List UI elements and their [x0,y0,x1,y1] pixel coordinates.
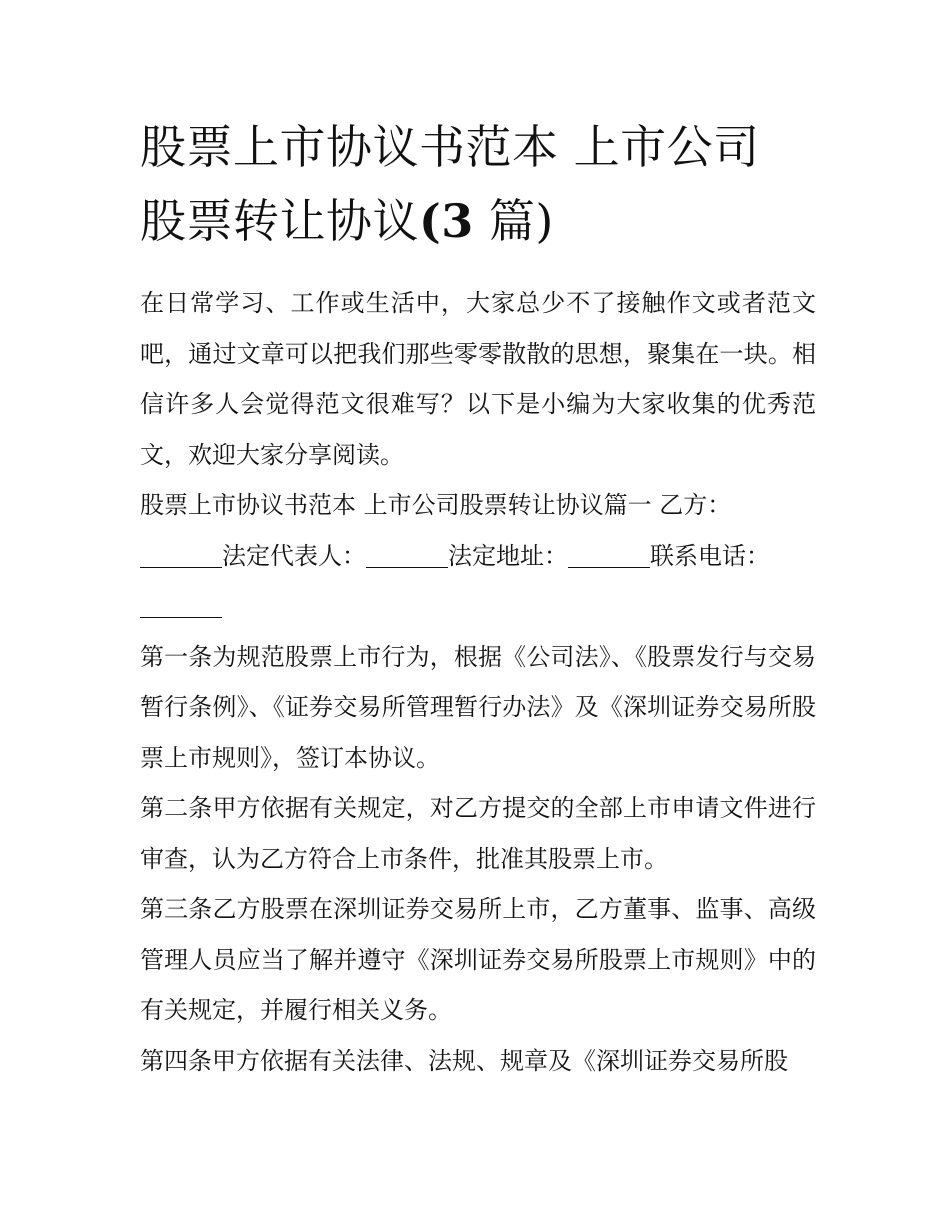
legal-rep-label: 法定代表人： [222,541,366,570]
title-line-2: 股票转让协议 [140,194,419,248]
intro-paragraph: 在日常学习、工作或生活中，大家总少不了接触作文或者范文吧，通过文章可以把我们那些零零散散的思想，聚集在一块。相信许多人会觉得范文很难写？以下是小编为大家收集的优秀范文，欢迎大家分享阅读。 [140,289,816,469]
phone-blank [140,589,222,618]
article-1: 第一条为规范股票上市行为，根据《公司法》、《股票发行与交易暂行条例》、《证券交易所管理暂行办法》及《深圳证券交易所股票上市规则》，签订本协议。 [140,642,816,772]
section-heading: 股票上市协议书范本 上市公司股票转让协议篇一 乙方： [140,491,732,519]
address-blank [568,539,650,568]
party-name-blank [140,539,222,568]
document-body [140,278,816,1086]
title-line-1: 股票上市协议书范本 上市公司 [140,120,760,174]
phone-blank-line [140,581,816,632]
article-3: 第三条乙方股票在深圳证券交易所上市，乙方董事、监事、高级管理人员应当了解并遵守《深圳证券交易所股票上市规则》中的有关规定，并履行相关义务。 [140,895,816,1024]
article-2: 第二条甲方依据有关规定，对乙方提交的全部上市申请文件进行审查，认为乙方符合上市条件，批准其股票上市。 [140,794,816,873]
address-label: 法定地址： [448,541,568,570]
article-4: 第四条甲方依据有关法律、法规、规章及《深圳证券交易所股 [140,1046,788,1075]
phone-label: 联系电话： [650,541,770,570]
legal-rep-blank [366,539,448,568]
title-suffix: 篇) [473,194,554,248]
party-fields [140,531,816,582]
document-title [140,110,830,258]
title-count: (3 [419,194,474,248]
